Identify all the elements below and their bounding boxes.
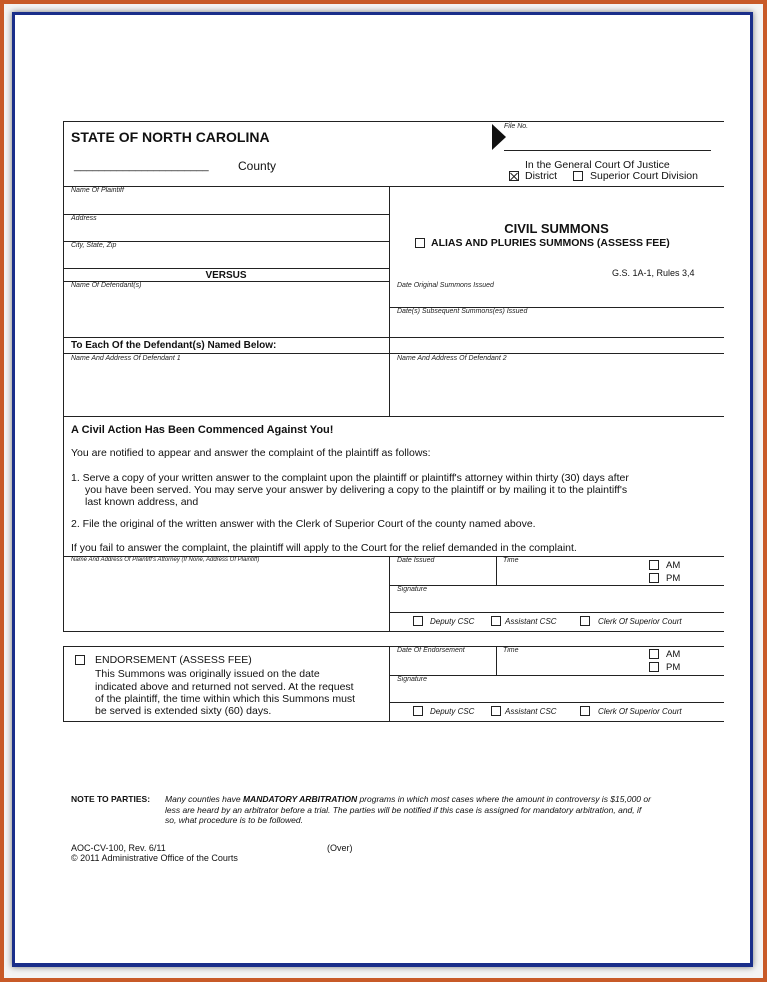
defendants-label: Name Of Defendant(s) [71, 282, 142, 289]
endorsement-assistant-label: Assistant CSC [505, 707, 557, 716]
endorsement-pm-label: PM [666, 662, 681, 673]
plaintiff-label: Name Of Plaintiff [71, 187, 124, 194]
note-line3: so, what procedure is to be followed. [165, 815, 303, 825]
state-title: STATE OF NORTH CAROLINA [71, 129, 270, 145]
notice-item1-line3: last known address, and [85, 496, 199, 508]
original-issued-label: Date Original Summons Issued [397, 282, 494, 289]
am-checkbox[interactable] [649, 560, 659, 570]
rule [389, 556, 390, 632]
address-label: Address [71, 215, 97, 222]
rule [496, 646, 497, 675]
superior-checkbox[interactable] [573, 171, 583, 181]
defendant2-label: Name And Address Of Defendant 2 [397, 355, 507, 362]
endorsement-line2: indicated above and returned not served. At the request [95, 681, 354, 693]
rule [63, 631, 724, 632]
alias-checkbox[interactable] [415, 238, 425, 248]
endorsement-clerk-checkbox[interactable] [580, 706, 590, 716]
endorsement-date-label: Date Of Endorsement [397, 647, 465, 654]
county-field[interactable]: ______________________ [74, 160, 209, 172]
note-line1-a: Many counties have [165, 794, 243, 804]
pm-checkbox[interactable] [649, 573, 659, 583]
rule [63, 353, 724, 354]
endorsement-am-label: AM [666, 649, 681, 660]
time-label: Time [503, 557, 519, 564]
endorsement-signature-label: Signature [397, 676, 427, 683]
endorsement-checkbox[interactable] [75, 655, 85, 665]
rule [63, 721, 724, 722]
notice-item1-line2: you have been served. You may serve your answer by delivering a copy to the plaintiff or by mailing it to the plaintiff's [85, 484, 628, 496]
endorsement-time-label: Time [503, 647, 519, 654]
date-issued-label: Date Issued [397, 557, 435, 564]
district-checkbox[interactable] [509, 171, 519, 181]
city-state-zip-label: City, State, Zip [71, 242, 117, 249]
endorsement-line1: This Summons was originally issued on the date [95, 668, 320, 680]
notice-heading: A Civil Action Has Been Commenced Against You! [71, 424, 334, 436]
rule [63, 646, 64, 722]
copyright: © 2011 Administrative Office of the Courts [71, 853, 238, 863]
notice-fail: If you fail to answer the complaint, the plaintiff will apply to the Court for the relief demanded in the complaint. [71, 542, 577, 554]
pm-label: PM [666, 573, 681, 584]
form-number: AOC-CV-100, Rev. 6/11 [71, 843, 166, 853]
rule [389, 612, 724, 613]
deputy-checkbox[interactable] [413, 616, 423, 626]
rule [496, 556, 497, 585]
rule [63, 416, 724, 417]
notice-item1-line1: 1. Serve a copy of your written answer to the complaint upon the plaintiff or plaintiff's attorney within thirty (30) days after [71, 472, 629, 484]
rule [389, 675, 724, 676]
rule [389, 702, 724, 703]
endorsement-line3: of the plaintiff, the time within which this Summons must [95, 693, 356, 705]
clerk-label: Clerk Of Superior Court [598, 617, 682, 626]
file-no-field[interactable] [504, 150, 711, 151]
rule [63, 337, 724, 338]
note-line1 [165, 794, 651, 804]
district-label: District [525, 170, 558, 182]
rule [389, 353, 390, 416]
attorney-label: Name And Address Of Plaintiff's Attorney (If None, Address Of Plaintiff) [71, 557, 260, 563]
rule [63, 646, 724, 647]
note-line1-c: programs in which most cases where the amount in controversy is $15,000 or [357, 794, 651, 804]
rule [63, 121, 724, 122]
note-label: NOTE TO PARTIES: [71, 794, 151, 804]
endorsement-deputy-checkbox[interactable] [413, 706, 423, 716]
file-no-label: File No. [504, 123, 529, 130]
statute-label: G.S. 1A-1, Rules 3,4 [612, 268, 695, 278]
endorsement-line4: be served is extended sixty (60) days. [95, 705, 272, 717]
defendants-heading: To Each Of the Defendant(s) Named Below: [71, 340, 277, 351]
endorsement-title: ENDORSEMENT (ASSESS FEE) [95, 654, 252, 666]
endorsement-am-checkbox[interactable] [649, 649, 659, 659]
defendant1-label: Name And Address Of Defendant 1 [71, 355, 181, 362]
am-label: AM [666, 560, 681, 571]
deputy-label: Deputy CSC [430, 617, 475, 626]
rule [63, 186, 724, 187]
notice-intro: You are notified to appear and answer the complaint of the plaintiff as follows: [71, 447, 431, 459]
civil-summons-title: CIVIL SUMMONS [504, 221, 609, 236]
endorsement-deputy-label: Deputy CSC [430, 707, 475, 716]
alias-label: ALIAS AND PLURIES SUMMONS (ASSESS FEE) [431, 237, 670, 249]
endorsement-assistant-checkbox[interactable] [491, 706, 501, 716]
rule [389, 646, 390, 722]
rule [63, 268, 389, 269]
endorsement-pm-checkbox[interactable] [649, 662, 659, 672]
over-label: (Over) [327, 843, 353, 853]
subsequent-issued-label: Date(s) Subsequent Summons(es) Issued [397, 308, 528, 315]
assistant-checkbox[interactable] [491, 616, 501, 626]
signature-label: Signature [397, 586, 427, 593]
note-line2: less are heard by an arbitrator before a trial. The parties will be notified if this case is assigned for mandatory arbitration, and, if [165, 805, 642, 815]
notice-item2: 2. File the original of the written answer with the Clerk of Superior Court of the county named above. [71, 518, 536, 530]
superior-label: Superior Court Division [590, 170, 698, 182]
rule [63, 214, 389, 215]
endorsement-clerk-label: Clerk Of Superior Court [598, 707, 682, 716]
versus-label: VERSUS [205, 270, 247, 281]
county-label: County [238, 159, 277, 173]
assistant-label: Assistant CSC [505, 617, 557, 626]
clerk-checkbox[interactable] [580, 616, 590, 626]
note-arbitration: MANDATORY ARBITRATION [242, 794, 358, 804]
court-line: In the General Court Of Justice [525, 159, 670, 171]
rule [389, 585, 724, 586]
